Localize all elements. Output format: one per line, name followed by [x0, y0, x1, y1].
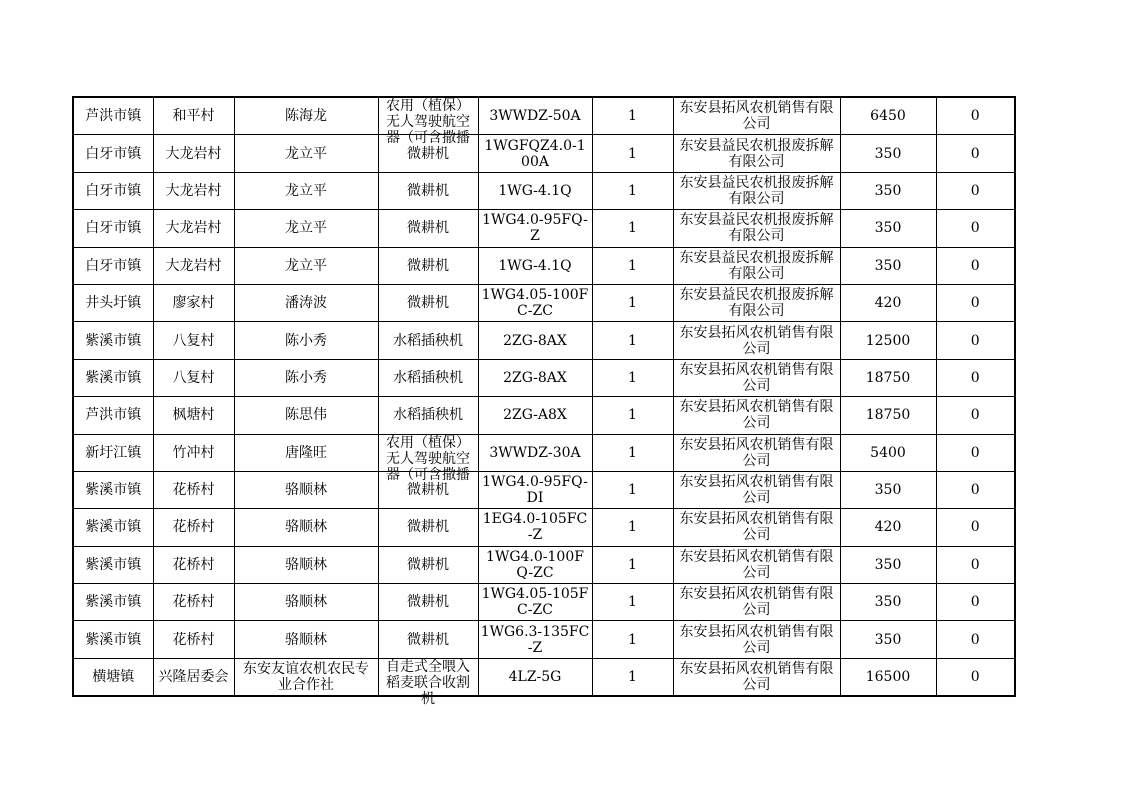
- machine-type-cell: [378, 584, 478, 621]
- seller-cell: 东安县拓风农机销售有限公司: [673, 471, 840, 508]
- village-cell: 花桥村: [153, 471, 234, 508]
- model-cell: 1WG4.0-95FQ-Z: [478, 210, 592, 247]
- machine-type-cell: [378, 210, 478, 247]
- table-row: [73, 172, 1015, 209]
- owner-name-cell: [234, 434, 378, 471]
- other-amount-cell: 0: [936, 434, 1015, 471]
- table-row: [73, 546, 1015, 583]
- model-cell: 1WG-4.1Q: [478, 247, 592, 284]
- owner-name-cell: [234, 658, 378, 696]
- owner-name-cell-text: 潘涛波: [285, 295, 327, 312]
- owner-name-cell: [234, 359, 378, 396]
- owner-name-cell-text: 骆顺林: [285, 519, 327, 536]
- table-row: [73, 397, 1015, 434]
- village-cell: 花桥村: [153, 584, 234, 621]
- table-row: [73, 322, 1015, 359]
- seller-cell: 东安县拓风农机销售有限公司: [673, 621, 840, 658]
- town-cell: 白牙市镇: [73, 172, 153, 209]
- machine-type-cell: [378, 397, 478, 434]
- subsidy-amount-cell: 350: [840, 210, 936, 247]
- table-row: [73, 471, 1015, 508]
- village-cell: 八复村: [153, 359, 234, 396]
- machine-type-cell-text: 微耕机: [407, 482, 449, 499]
- owner-name-cell: [234, 135, 378, 172]
- town-cell: 紫溪市镇: [73, 621, 153, 658]
- table-row: [73, 584, 1015, 621]
- town-cell: 紫溪市镇: [73, 584, 153, 621]
- owner-name-cell: [234, 97, 378, 135]
- machine-type-cell-text: 农用（植保）无人驾驶航空器（可含撒播: [386, 98, 470, 147]
- subsidy-amount-cell: 350: [840, 247, 936, 284]
- quantity-cell: 1: [592, 546, 673, 583]
- machine-type-cell: [378, 621, 478, 658]
- subsidy-amount-cell: 18750: [840, 397, 936, 434]
- quantity-cell: 1: [592, 658, 673, 696]
- seller-cell: 东安县拓风农机销售有限公司: [673, 397, 840, 434]
- subsidy-amount-cell: 350: [840, 135, 936, 172]
- other-amount-cell: 0: [936, 247, 1015, 284]
- table-row: [73, 247, 1015, 284]
- owner-name-cell: [234, 509, 378, 546]
- other-amount-cell: 0: [936, 284, 1015, 321]
- town-cell: 白牙市镇: [73, 210, 153, 247]
- other-amount-cell: 0: [936, 471, 1015, 508]
- machine-type-cell-text: 水稻插秧机: [393, 407, 463, 424]
- model-cell: 1WG4.0-95FQ-DI: [478, 471, 592, 508]
- subsidy-amount-cell: 350: [840, 621, 936, 658]
- seller-cell: 东安县益民农机报废拆解有限公司: [673, 210, 840, 247]
- owner-name-cell-text: 骆顺林: [285, 631, 327, 648]
- other-amount-cell: 0: [936, 621, 1015, 658]
- town-cell: 紫溪市镇: [73, 322, 153, 359]
- owner-name-cell-text: 骆顺林: [285, 556, 327, 573]
- village-cell: 枫塘村: [153, 397, 234, 434]
- village-cell: 花桥村: [153, 621, 234, 658]
- subsidy-amount-cell: 6450: [840, 97, 936, 135]
- other-amount-cell: 0: [936, 210, 1015, 247]
- machine-type-cell: [378, 434, 478, 483]
- machine-type-cell-text: 微耕机: [407, 220, 449, 237]
- quantity-cell: 1: [592, 359, 673, 396]
- owner-name-cell: [234, 210, 378, 247]
- machine-type-cell-text: 水稻插秧机: [393, 369, 463, 386]
- table-row: [73, 509, 1015, 546]
- table-row: [73, 658, 1015, 696]
- town-cell: 白牙市镇: [73, 247, 153, 284]
- owner-name-cell-text: 龙立平: [285, 220, 327, 237]
- machine-type-cell: [378, 658, 478, 708]
- model-cell: 1EG4.0-105FC-Z: [478, 509, 592, 546]
- subsidy-amount-cell: 350: [840, 546, 936, 583]
- other-amount-cell: 0: [936, 359, 1015, 396]
- subsidy-amount-cell: 350: [840, 584, 936, 621]
- village-cell: 和平村: [153, 97, 234, 135]
- town-cell: 芦洪市镇: [73, 97, 153, 135]
- machine-type-cell-text: 微耕机: [407, 519, 449, 536]
- village-cell: 廖家村: [153, 284, 234, 321]
- village-cell: 花桥村: [153, 546, 234, 583]
- owner-name-cell-text: 唐隆旺: [285, 444, 327, 461]
- owner-name-cell-text: 骆顺林: [285, 482, 327, 499]
- quantity-cell: 1: [592, 210, 673, 247]
- quantity-cell: 1: [592, 471, 673, 508]
- machine-type-cell-text: 水稻插秧机: [393, 332, 463, 349]
- quantity-cell: 1: [592, 135, 673, 172]
- quantity-cell: 1: [592, 584, 673, 621]
- seller-cell: 东安县益民农机报废拆解有限公司: [673, 247, 840, 284]
- subsidy-amount-cell: 5400: [840, 434, 936, 471]
- town-cell: 井头圩镇: [73, 284, 153, 321]
- seller-cell: 东安县拓风农机销售有限公司: [673, 322, 840, 359]
- seller-cell: 东安县益民农机报废拆解有限公司: [673, 135, 840, 172]
- seller-cell: 东安县拓风农机销售有限公司: [673, 97, 840, 135]
- machine-type-cell: [378, 97, 478, 147]
- table-row: [73, 359, 1015, 396]
- village-cell: 兴隆居委会: [153, 658, 234, 696]
- owner-name-cell: [234, 584, 378, 621]
- other-amount-cell: 0: [936, 97, 1015, 135]
- owner-name-cell: [234, 621, 378, 658]
- model-cell: 4LZ-5G: [478, 658, 592, 696]
- subsidy-amount-cell: 420: [840, 284, 936, 321]
- town-cell: 紫溪市镇: [73, 359, 153, 396]
- owner-name-cell: [234, 172, 378, 209]
- subsidy-amount-cell: 18750: [840, 359, 936, 396]
- quantity-cell: 1: [592, 247, 673, 284]
- owner-name-cell: [234, 284, 378, 321]
- other-amount-cell: 0: [936, 546, 1015, 583]
- other-amount-cell: 0: [936, 397, 1015, 434]
- owner-name-cell: [234, 247, 378, 284]
- model-cell: 1WG6.3-135FC-Z: [478, 621, 592, 658]
- subsidy-amount-cell: 12500: [840, 322, 936, 359]
- owner-name-cell-text: 陈小秀: [285, 369, 327, 386]
- seller-cell: 东安县拓风农机销售有限公司: [673, 434, 840, 471]
- other-amount-cell: 0: [936, 509, 1015, 546]
- model-cell: 2ZG-8AX: [478, 359, 592, 396]
- machine-type-cell: [378, 172, 478, 209]
- seller-cell: 东安县拓风农机销售有限公司: [673, 359, 840, 396]
- model-cell: 2ZG-A8X: [478, 397, 592, 434]
- other-amount-cell: 0: [936, 658, 1015, 696]
- subsidy-amount-cell: 420: [840, 509, 936, 546]
- subsidy-amount-cell: 16500: [840, 658, 936, 696]
- quantity-cell: 1: [592, 172, 673, 209]
- model-cell: 3WWDZ-30A: [478, 434, 592, 471]
- table-body: [73, 97, 1015, 708]
- town-cell: 新圩江镇: [73, 434, 153, 471]
- seller-cell: 东安县拓风农机销售有限公司: [673, 546, 840, 583]
- machine-type-cell-text: 农用（植保）无人驾驶航空器（可含撒播: [386, 434, 470, 483]
- model-cell: 1WG4.0-100FQ-ZC: [478, 546, 592, 583]
- owner-name-cell-text: 陈思伟: [285, 407, 327, 424]
- quantity-cell: 1: [592, 397, 673, 434]
- model-cell: 1WG4.05-105FC-ZC: [478, 584, 592, 621]
- model-cell: 1WG4.05-100FC-ZC: [478, 284, 592, 321]
- village-cell: 花桥村: [153, 509, 234, 546]
- table-row: [73, 97, 1015, 135]
- machine-type-cell-text: 微耕机: [407, 182, 449, 199]
- machine-type-cell: [378, 247, 478, 284]
- quantity-cell: 1: [592, 621, 673, 658]
- village-cell: 大龙岩村: [153, 247, 234, 284]
- machine-type-cell: [378, 359, 478, 396]
- subsidy-table: [72, 96, 1016, 708]
- machine-type-cell-text: 自走式全喂入稻麦联合收割机: [386, 659, 470, 708]
- seller-cell: 东安县拓风农机销售有限公司: [673, 584, 840, 621]
- model-cell: 3WWDZ-50A: [478, 97, 592, 135]
- other-amount-cell: 0: [936, 584, 1015, 621]
- town-cell: 芦洪市镇: [73, 397, 153, 434]
- seller-cell: 东安县拓风农机销售有限公司: [673, 658, 840, 696]
- machine-type-cell: [378, 322, 478, 359]
- owner-name-cell-text: 陈小秀: [285, 332, 327, 349]
- village-cell: 大龙岩村: [153, 210, 234, 247]
- other-amount-cell: 0: [936, 172, 1015, 209]
- village-cell: 八复村: [153, 322, 234, 359]
- quantity-cell: 1: [592, 284, 673, 321]
- owner-name-cell: [234, 322, 378, 359]
- village-cell: 大龙岩村: [153, 172, 234, 209]
- owner-name-cell-text: 龙立平: [285, 182, 327, 199]
- owner-name-cell: [234, 397, 378, 434]
- table-row: [73, 210, 1015, 247]
- subsidy-amount-cell: 350: [840, 471, 936, 508]
- machine-type-cell-text: 微耕机: [407, 295, 449, 312]
- town-cell: 白牙市镇: [73, 135, 153, 172]
- seller-cell: 东安县益民农机报废拆解有限公司: [673, 172, 840, 209]
- subsidy-amount-cell: 350: [840, 172, 936, 209]
- quantity-cell: 1: [592, 434, 673, 471]
- other-amount-cell: 0: [936, 135, 1015, 172]
- village-cell: 大龙岩村: [153, 135, 234, 172]
- quantity-cell: 1: [592, 97, 673, 135]
- owner-name-cell: [234, 471, 378, 508]
- table-row: [73, 434, 1015, 471]
- village-cell: 竹冲村: [153, 434, 234, 471]
- machine-type-cell: [378, 546, 478, 583]
- town-cell: 紫溪市镇: [73, 509, 153, 546]
- other-amount-cell: 0: [936, 322, 1015, 359]
- seller-cell: 东安县益民农机报废拆解有限公司: [673, 284, 840, 321]
- seller-cell: 东安县拓风农机销售有限公司: [673, 509, 840, 546]
- town-cell: 紫溪市镇: [73, 471, 153, 508]
- model-cell: 1WGFQZ4.0-100A: [478, 135, 592, 172]
- machine-type-cell: [378, 284, 478, 321]
- owner-name-cell: [234, 546, 378, 583]
- machine-type-cell: [378, 509, 478, 546]
- owner-name-cell-text: 东安友谊农机农民专业合作社: [243, 661, 369, 694]
- quantity-cell: 1: [592, 509, 673, 546]
- owner-name-cell-text: 陈海龙: [285, 108, 327, 125]
- owner-name-cell-text: 龙立平: [285, 257, 327, 274]
- town-cell: 横塘镇: [73, 658, 153, 696]
- table-row: [73, 135, 1015, 172]
- owner-name-cell-text: 骆顺林: [285, 594, 327, 611]
- machine-type-cell-text: 微耕机: [407, 594, 449, 611]
- machine-type-cell-text: 微耕机: [407, 556, 449, 573]
- machine-type-cell-text: 微耕机: [407, 145, 449, 162]
- town-cell: 紫溪市镇: [73, 546, 153, 583]
- model-cell: 1WG-4.1Q: [478, 172, 592, 209]
- table-row: [73, 621, 1015, 658]
- quantity-cell: 1: [592, 322, 673, 359]
- machine-type-cell-text: 微耕机: [407, 631, 449, 648]
- owner-name-cell-text: 龙立平: [285, 145, 327, 162]
- table-row: [73, 284, 1015, 321]
- machine-type-cell-text: 微耕机: [407, 257, 449, 274]
- model-cell: 2ZG-8AX: [478, 322, 592, 359]
